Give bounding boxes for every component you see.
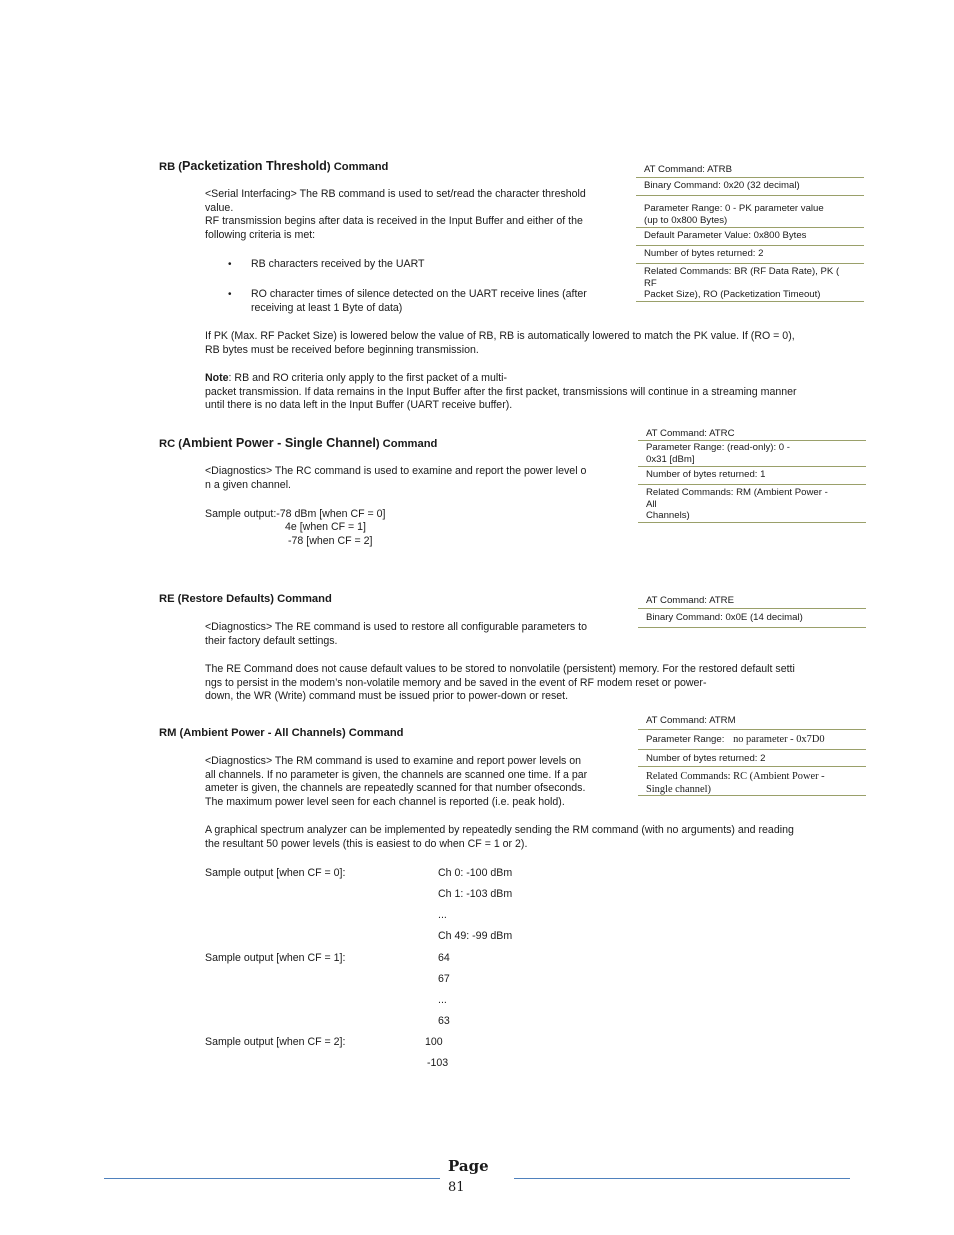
rc-heading-suffix: ) Command xyxy=(375,438,438,450)
rm-side-related-line: Single channel) xyxy=(646,784,711,795)
rb-heading xyxy=(159,159,388,173)
re-para-line: ngs to persist in the modem’s non-volatile memory and be saved in the event of RF modem reset or power- xyxy=(205,676,707,689)
rc-heading-main: Ambient Power - Single Channel xyxy=(182,436,376,450)
rb-desc-line: RF transmission begins after data is received in the Input Buffer and either of the xyxy=(205,215,583,228)
rb-side-binary: Binary Command: 0x20 (32 decimal) xyxy=(636,178,864,196)
rm-desc-line: ameter is given, the channels are repeatedly scanned for that number ofseconds. xyxy=(205,782,586,795)
re-para-line: The RE Command does not cause default values to be stored to nonvolatile (persistent) memory. For the restored default setti xyxy=(205,663,795,675)
rb-side-range-line: Parameter Range: 0 - PK parameter value xyxy=(644,203,824,214)
rm-sample-cf0-value: Ch 49: -99 dBm xyxy=(438,930,513,942)
rb-para-line: RB bytes must be received before beginning transmission. xyxy=(205,343,479,356)
rb-side-bytes: Number of bytes returned: 2 xyxy=(636,246,864,264)
rb-side-default: Default Parameter Value: 0x800 Bytes xyxy=(636,228,864,246)
rc-description xyxy=(205,465,586,492)
rb-side-related-line: RF xyxy=(644,277,657,289)
re-para-line: down, the WR (Write) command must be issued prior to power-down or reset. xyxy=(205,690,569,703)
rm-para-line: A graphical spectrum analyzer can be implemented by repeatedly sending the RM command (with no arguments) and reading xyxy=(205,824,794,836)
rm-sample-cf1-value: 63 xyxy=(438,1015,450,1027)
rb-side-range xyxy=(636,196,864,228)
rc-side-bytes: Number of bytes returned: 1 xyxy=(638,467,866,485)
rb-desc-line: following criteria is met: xyxy=(205,228,316,241)
rm-side-table xyxy=(638,714,866,796)
rm-side-range-label: Parameter Range: xyxy=(646,734,725,745)
rm-sample-cf1-value: 67 xyxy=(438,973,450,985)
rb-heading-main: Packetization Threshold xyxy=(182,159,327,173)
rb-bullet-2-line: RO character times of silence detected on the UART receive lines (after xyxy=(251,288,587,300)
rb-note xyxy=(205,372,797,413)
rb-para-line: If PK (Max. RF Packet Size) is lowered below the value of RB, RB is automatically lowered to match the PK value. If (RO = 0), xyxy=(205,330,795,342)
rc-heading-prefix: RC ( xyxy=(159,438,182,450)
rb-side-table xyxy=(636,162,864,302)
bullet-icon: • xyxy=(228,289,232,300)
re-desc-line: their factory default settings. xyxy=(205,634,338,647)
rc-side-range-line: Parameter Range: (read-only): 0 - xyxy=(646,442,790,453)
rm-sample-cf0-value: Ch 0: -100 dBm xyxy=(438,867,513,879)
rb-side-related-line: Packet Size), RO (Packetization Timeout) xyxy=(644,289,821,300)
rb-note-line: : RB and RO criteria only apply to the first packet of a multi- xyxy=(228,372,508,384)
rb-bullet-2 xyxy=(251,288,587,315)
rb-description xyxy=(205,188,586,242)
rm-side-range xyxy=(638,730,866,750)
note-label: Note xyxy=(205,372,229,384)
bullet-icon: • xyxy=(228,259,232,270)
rc-side-related-line: Related Commands: RM (Ambient Power - xyxy=(646,487,828,498)
rm-sample-cf2-value: -103 xyxy=(427,1057,449,1069)
rc-desc-line: <Diagnostics> The RC command is used to examine and report the power level o xyxy=(205,465,587,477)
rb-heading-suffix: ) Command xyxy=(326,161,389,173)
rm-sample-cf2-value: 100 xyxy=(425,1036,443,1048)
rb-side-range-line: (up to 0x800 Bytes) xyxy=(644,214,728,226)
re-side-table xyxy=(638,594,866,628)
rm-sample-cf1-value: ... xyxy=(438,994,447,1006)
re-heading: RE (Restore Defaults) Command xyxy=(159,593,332,605)
rm-side-at: AT Command: ATRM xyxy=(638,714,866,730)
rb-desc-line: <Serial Interfacing> The RB command is used to set/read the character threshold xyxy=(205,188,586,200)
rm-side-range-value: no parameter - 0x7D0 xyxy=(733,734,825,745)
rm-side-related-line: Related Commands: RC (Ambient Power - xyxy=(646,771,825,782)
rb-side-related xyxy=(636,264,864,302)
rm-desc-line: The maximum power level seen for each channel is reported (i.e. peak hold). xyxy=(205,795,565,808)
rm-sample-cf1-value: 64 xyxy=(438,952,450,964)
re-side-at: AT Command: ATRE xyxy=(638,594,866,609)
rc-side-related-line: Channels) xyxy=(646,510,690,521)
rm-heading: RM (Ambient Power - All Channels) Command xyxy=(159,727,404,739)
rb-note-line: until there is no data left in the Input Buffer (UART receive buffer). xyxy=(205,399,513,412)
rc-sample-cf2: -78 [when CF = 2] xyxy=(288,535,373,547)
rc-heading xyxy=(159,436,437,450)
footer-rule-right xyxy=(514,1178,850,1179)
rm-side-bytes: Number of bytes returned: 2 xyxy=(638,750,866,767)
rm-para-line: the resultant 50 power levels (this is easiest to do when CF = 1 or 2). xyxy=(205,837,528,850)
rc-side-range-line: 0x31 [dBm] xyxy=(646,453,695,465)
rc-side-range xyxy=(638,441,866,467)
rb-heading-prefix: RB ( xyxy=(159,161,182,173)
re-desc-line: <Diagnostics> The RE command is used to restore all configurable parameters to xyxy=(205,621,587,633)
rb-paragraph xyxy=(205,330,795,357)
rm-sample-cf0-value: ... xyxy=(438,909,447,921)
rm-desc-line: <Diagnostics> The RM command is used to examine and report power levels on xyxy=(205,755,582,767)
rm-description xyxy=(205,755,587,809)
rm-sample-cf0-label: Sample output [when CF = 0]: xyxy=(205,867,346,879)
rm-paragraph xyxy=(205,824,794,851)
rb-note-line: packet transmission. If data remains in the Input Buffer after the first packet, transmissions will continue in a streaming manner xyxy=(205,385,797,398)
rm-sample-cf0-value: Ch 1: -103 dBm xyxy=(438,888,513,900)
rc-side-related xyxy=(638,485,866,523)
rm-sample-cf2-label: Sample output [when CF = 2]: xyxy=(205,1036,346,1048)
rb-side-related-line: Related Commands: BR (RF Data Rate), PK ( xyxy=(644,266,840,277)
rb-bullet-1: RB characters received by the UART xyxy=(251,258,425,270)
rm-desc-line: all channels. If no parameter is given, the channels are scanned one time. If a par xyxy=(205,768,588,781)
re-paragraph xyxy=(205,663,795,704)
rc-side-related-line: All xyxy=(646,498,657,510)
rc-side-at: AT Command: ATRC xyxy=(638,427,866,441)
footer-page-number: 81 xyxy=(448,1180,465,1195)
rb-side-at: AT Command: ATRB xyxy=(636,162,864,178)
re-description xyxy=(205,621,587,648)
rm-sample-cf1-label: Sample output [when CF = 1]: xyxy=(205,952,346,964)
footer-rule-left xyxy=(104,1178,440,1179)
rm-side-related xyxy=(638,767,866,796)
re-side-binary: Binary Command: 0x0E (14 decimal) xyxy=(638,609,866,628)
rc-desc-line: n a given channel. xyxy=(205,478,291,491)
rc-sample-cf0: Sample output:-78 dBm [when CF = 0] xyxy=(205,508,386,520)
rb-bullet-2-line: receiving at least 1 Byte of data) xyxy=(251,301,403,314)
footer-page-label: Page xyxy=(448,1157,489,1175)
rc-sample-cf1: 4e [when CF = 1] xyxy=(285,521,366,533)
rb-desc-line: value. xyxy=(205,201,234,214)
rc-side-table xyxy=(638,427,866,523)
